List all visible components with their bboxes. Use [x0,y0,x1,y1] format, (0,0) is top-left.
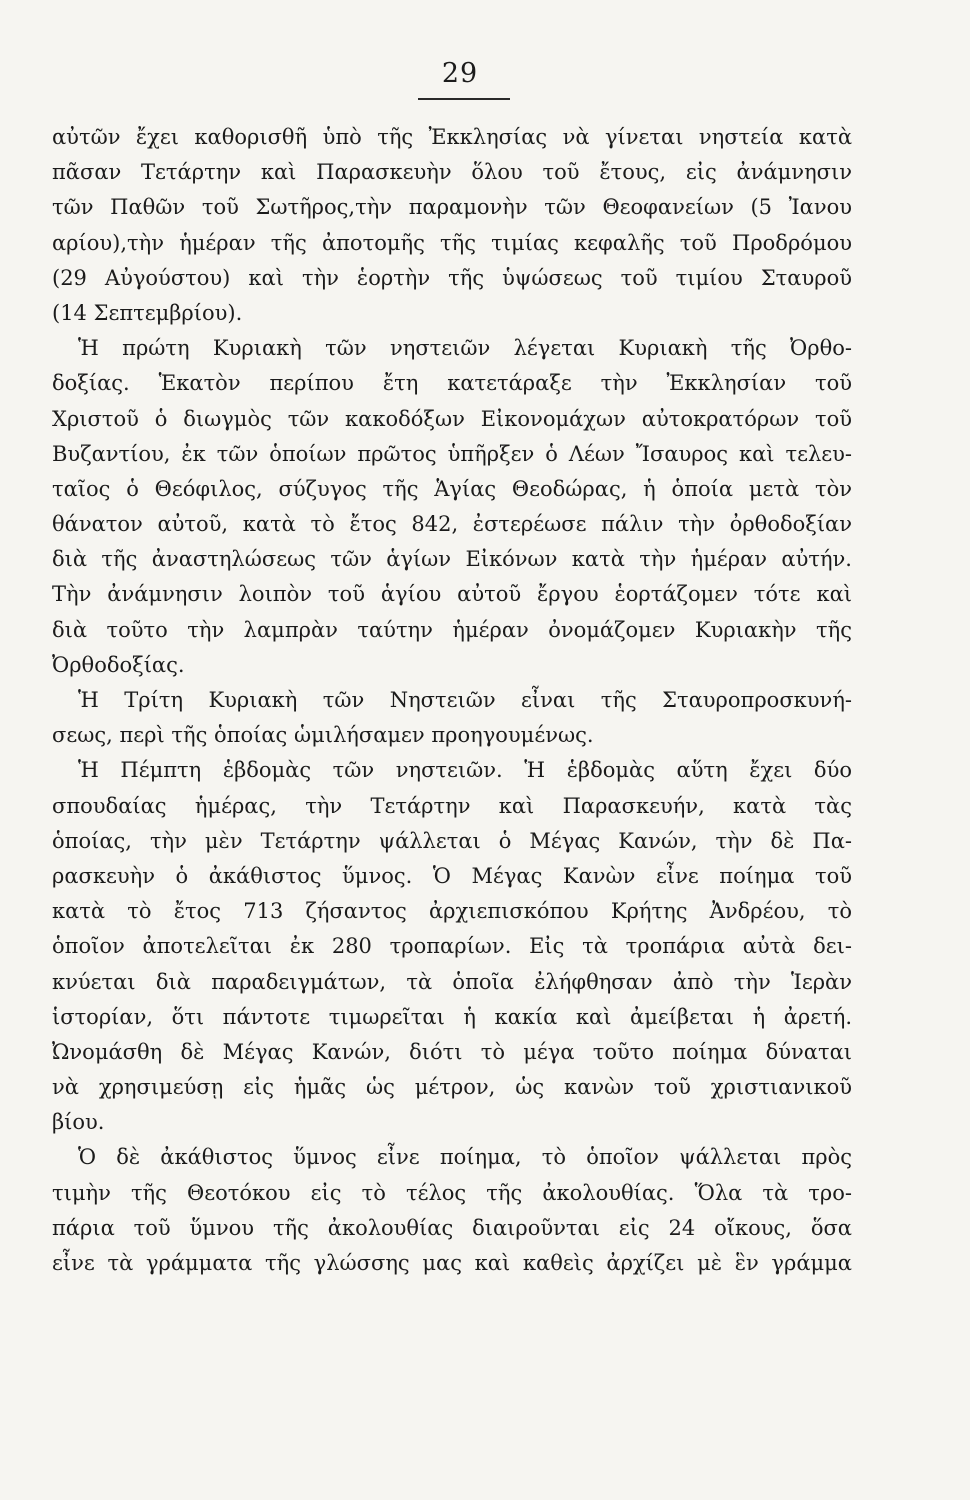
page-number: 29 [441,58,479,89]
text-line: σπουδαίας ἡμέρας, τὴν Τετάρτην καὶ Παρασκευήν, κατὰ τὰς [52,793,852,818]
text-line: θάνατον αὐτοῦ, κατὰ τὸ ἔτος 842, ἐστερέωσε πάλιν τὴν ὀρθοδοξίαν [52,512,852,537]
text-line: νὰ χρησιμεύσῃ εἰς ἡμᾶς ὡς μέτρον, ὡς κανὼν τοῦ χριστιανικοῦ [52,1075,852,1100]
text-line: βίου. [52,1110,105,1135]
text-line: τῶν Παθῶν τοῦ Σωτῆρος,τὴν παραμονὴν τῶν Θεοφανείων (5 Ἰανου [52,195,852,220]
text-line: διὰ τοῦτο τὴν λαμπρὰν ταύτην ἡμέραν ὀνομάζομεν Κυριακὴν τῆς [52,617,852,642]
text-line: εἶνε τὰ γράμματα τῆς γλώσσης μας καὶ καθεὶς ἀρχίζει μὲ ἓν γράμμα [52,1251,852,1275]
text-line: ὁποίας, τὴν μὲν Τετάρτην ψάλλεται ὁ Μέγας Κανών, τὴν δὲ Πα- [52,828,852,853]
text-line: πᾶσαν Τετάρτην καὶ Παρασκευὴν ὅλου τοῦ ἔτους, εἰς ἀνάμνησιν [52,160,852,185]
text-line: δοξίας. Ἑκατὸν περίπου ἔτη κατετάραξε τὴν Ἐκκλησίαν τοῦ [52,371,852,396]
text-line: Τὴν ἀνάμνησιν λοιπὸν τοῦ ἁγίου αὐτοῦ ἔργου ἑορτάζομεν τότε καὶ [52,582,852,607]
text-line: Ἡ Πέμπτη ἑβδομὰς τῶν νηστειῶν. Ἡ ἑβδομὰς αὕτη ἔχει δύο [78,758,852,783]
text-line: Ἡ Τρίτη Κυριακὴ τῶν Νηστειῶν εἶναι τῆς Σταυροπροσκυνή- [78,688,852,712]
text-line: Ὁ δὲ ἀκάθιστος ὕμνος εἶνε ποίημα, τὸ ὁποῖον ψάλλεται πρὸς [78,1145,852,1170]
text-line: ὁποῖον ἀποτελεῖται ἐκ 280 τροπαρίων. Εἰς τὰ τροπάρια αὐτὰ δει- [52,934,852,959]
page-number-rule [418,98,510,100]
text-line: σεως, περὶ τῆς ὁποίας ὡμιλήσαμεν προηγουμένως. [52,723,594,748]
text-line: αὐτῶν ἔχει καθορισθῆ ὑπὸ τῆς Ἐκκλησίας νὰ γίνεται νηστεία κατὰ [52,125,852,149]
text-line: ρασκευὴν ὁ ἀκάθιστος ὕμνος. Ὁ Μέγας Κανὼν εἶνε ποίημα τοῦ [52,863,852,888]
text-line: κνύεται διὰ παραδειγμάτων, τὰ ὁποῖα ἐλήφθησαν ἀπὸ τὴν Ἱερὰν [52,969,852,994]
text-line: πάρια τοῦ ὕμνου τῆς ἀκολουθίας διαιροῦνται εἰς 24 οἴκους, ὅσα [52,1215,852,1240]
text-line: Βυζαντίου, ἐκ τῶν ὁποίων πρῶτος ὑπῆρξεν ὁ Λέων Ἴσαυρος καὶ τελευ- [52,441,852,466]
text-line: διὰ τῆς ἀναστηλώσεως τῶν ἁγίων Εἰκόνων κατὰ τὴν ἡμέραν αὐτήν. [52,547,852,572]
text-line: κατὰ τὸ ἔτος 713 ζήσαντος ἀρχιεπισκόπου Κρήτης Ἀνδρέου, τὸ [52,899,852,924]
text-line: ταῖος ὁ Θεόφιλος, σύζυγος τῆς Ἁγίας Θεοδώρας, ἡ ὁποία μετὰ τὸν [52,476,852,501]
text-line: ἱστορίαν, ὅτι πάντοτε τιμωρεῖται ἡ κακία καὶ ἀμείβεται ἡ ἀρετή. [52,1004,852,1029]
text-line: Ὀρθοδοξίας. [52,652,185,677]
text-line: τιμὴν τῆς Θεοτόκου εἰς τὸ τέλος τῆς ἀκολουθίας. Ὅλα τὰ τρο- [52,1180,852,1205]
text-line: (14 Σεπτεμβρίου). [52,300,243,325]
text-line: Χριστοῦ ὁ διωγμὸς τῶν κακοδόξων Εἰκονομάχων αὐτοκρατόρων τοῦ [52,406,852,431]
text-line: Ὠνομάσθη δὲ Μέγας Κανών, διότι τὸ μέγα τοῦτο ποίημα δύναται [52,1039,852,1064]
text-line: αρίου),τὴν ἡμέραν τῆς ἀποτομῆς τῆς τιμίας κεφαλῆς τοῦ Προδρόμου [52,230,852,255]
text-line: (29 Αὐγούστου) καὶ τὴν ἑορτὴν τῆς ὑψώσεως τοῦ τιμίου Σταυροῦ [52,265,852,290]
text-line: Ἡ πρώτη Κυριακὴ τῶν νηστειῶν λέγεται Κυριακὴ τῆς Ὀρθο- [78,336,852,361]
body-text [52,120,852,1281]
